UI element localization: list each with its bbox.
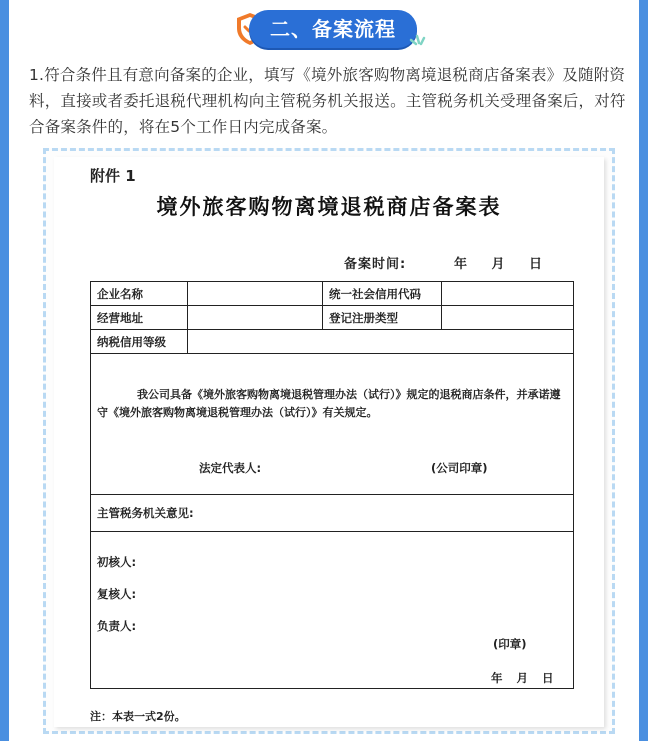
section-header xyxy=(235,10,425,50)
promise-section xyxy=(91,354,574,495)
legal-rep-label: 法定代表人: xyxy=(199,461,262,475)
seal-label: (印章) xyxy=(493,637,527,651)
form-title: 境外旅客购物离境退税商店备案表 xyxy=(156,195,502,219)
initial-reviewer-label: 初核人: xyxy=(97,555,137,569)
company-name-label: 企业名称 xyxy=(91,282,188,306)
form-image-frame xyxy=(43,148,615,734)
tax-credit-level-label: 纳税信用等级 xyxy=(91,330,188,354)
company-name-value xyxy=(188,282,323,306)
tax-authority-opinion: 主管税务机关意见: xyxy=(91,495,574,532)
signature-section xyxy=(91,532,574,689)
credit-code-label: 统一社会信用代码 xyxy=(323,282,442,306)
registration-type-label: 登记注册类型 xyxy=(323,306,442,330)
tax-credit-level-value xyxy=(188,330,574,354)
content-panel xyxy=(9,0,639,741)
promise-text: 我公司具备《境外旅客购物离境退税管理办法（试行）》规定的退税商店条件，并承诺遵守《境外旅客购物离境退税管理办法（试行）》有关规定。 xyxy=(97,388,561,419)
filing-form-table xyxy=(90,281,574,689)
attachment-label: 附件 1 xyxy=(90,167,136,185)
filing-time-date: 年 月 日 xyxy=(454,257,543,272)
section-title: 二、备案流程 xyxy=(249,10,417,48)
form-note: 注：本表一式2份。 xyxy=(90,710,186,723)
filing-time-label: 备案时间: xyxy=(344,257,407,272)
intro-paragraph: 1.符合条件且有意向备案的企业，填写《境外旅客购物离境退税商店备案表》及随附资料，直接或者委托退税代理机构向主管税务机关报送。主管税务机关受理备案后，对符合备案条件的，将在5个工作日内完成备案。 xyxy=(29,66,626,136)
sign-date: 年 月 日 xyxy=(491,671,554,685)
second-reviewer-label: 复核人: xyxy=(97,587,137,601)
business-address-value xyxy=(188,306,323,330)
sparkle-icon xyxy=(407,32,429,54)
form-document xyxy=(54,157,604,727)
credit-code-value xyxy=(442,282,574,306)
registration-type-value xyxy=(442,306,574,330)
business-address-label: 经营地址 xyxy=(91,306,188,330)
company-seal-label: (公司印章) xyxy=(431,461,488,475)
responsible-person-label: 负责人: xyxy=(97,619,137,633)
